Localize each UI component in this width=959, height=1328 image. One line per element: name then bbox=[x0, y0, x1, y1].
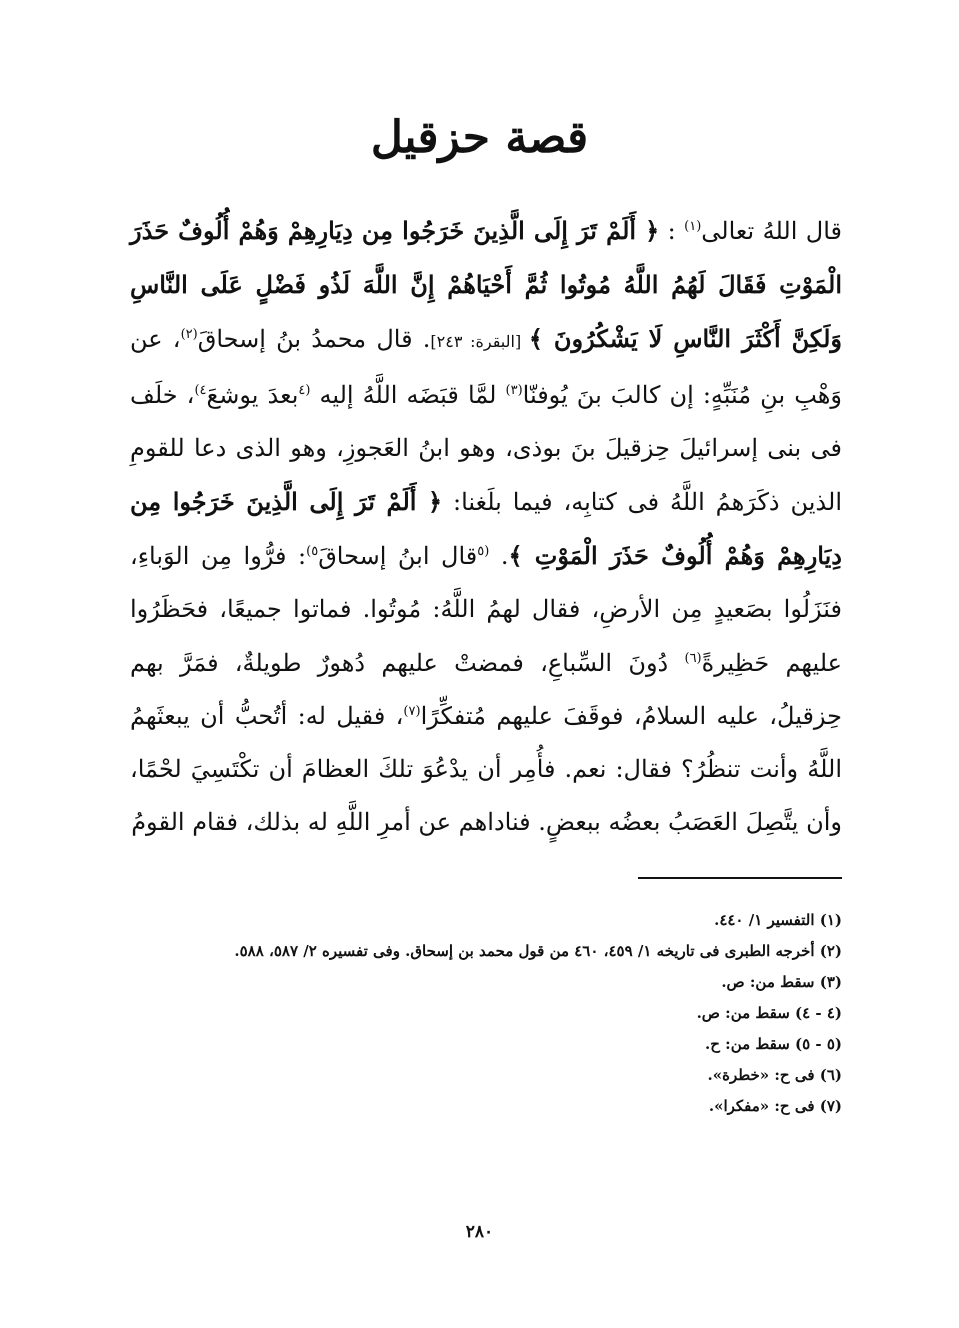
body-text-8: : فرُّوا مِن الوَباءِ، فنَزَلُوا بصَعيدٍ مِن الأرضِ، فقال لهمُ اللَّهُ: مُوتُوا. فماتوا جميعًا، فحَظَرُوا عليهم حَظِيرةً bbox=[130, 542, 842, 677]
quran-verse-1: ﴿ أَلَمْ تَرَ إِلَى الَّذِينَ خَرَجُوا مِن دِيَارِهِمْ وَهُمْ أُلُوفٌ حَذَرَ الْمَوْتِ فَقَالَ لَهُمُ اللَّهُ مُوتُوا ثُمَّ أَحْيَاهُمْ إِنَّ اللَّهَ لَذُو فَضْلٍ عَلَى النَّاسِ وَلَكِنَّ أَكْثَرَ النَّاسِ لَا يَشْكُرُونَ ﴾ bbox=[130, 216, 842, 354]
footnote-separator bbox=[638, 877, 842, 879]
colon-text: : bbox=[659, 217, 685, 245]
quran-verse-2: ﴿ أَلَمْ تَرَ إِلَى الَّذِينَ خَرَجُوا مِن دِيَارِهِمْ وَهُمْ أُلُوفٌ حَذَرَ الْمَوْتِ ﴾ bbox=[130, 487, 842, 571]
footnote-marker-7: (٧) bbox=[403, 703, 421, 719]
footnote-2: (٢) أخرجه الطبرى فى تاريخه ١/ ٤٥٩، ٤٦٠ من قول محمد بن إسحاق. وفى تفسيره ٢/ ٥٨٧، ٥٨٨. bbox=[234, 942, 842, 960]
main-paragraph bbox=[130, 204, 842, 849]
body-text-1: . قال محمدُ بنُ إسحاقَ bbox=[197, 325, 431, 354]
footnote-marker-2: (٢) bbox=[180, 327, 198, 343]
intro-text: قال اللهُ تعالى bbox=[701, 217, 842, 245]
footnotes-list bbox=[130, 905, 842, 1122]
footnote-marker-5-open: (٥ bbox=[477, 544, 490, 560]
body-text-9: دُونَ السِّباعِ، فمضتْ عليهم دُهورٌ طويلةٌ، فمَرَّ بهم حِزقيلُ، عليه السلامُ، فوقَفَ عليهم مُتفكِّرًا bbox=[130, 648, 842, 730]
footnote-marker-4-open: (٤ bbox=[298, 382, 311, 398]
footnote-marker-3: (٣) bbox=[505, 382, 523, 398]
chapter-title: قصة حزقيل bbox=[370, 112, 589, 163]
footnote-7: (٧) فى ح: «مفكرا». bbox=[708, 1097, 842, 1115]
body-text-2: ، عن وَهْبِ بنِ مُنَبِّهٍ: إن كالبَ بنَ يُوفنّا bbox=[130, 325, 843, 409]
body-text-5: ، خلَف فى بنى إسرائيلَ حِزقيلَ بنَ بوذى، وهو ابنُ العَجوزِ، وهو الذى دعا للقومِ الذين ذكَرَهمُ اللَّهُ فى كتابِه، فيما بلَغنا: bbox=[130, 380, 843, 517]
footnote-5: (٥ - ٥) سقط من: ح. bbox=[705, 1035, 842, 1053]
body-text-6: . bbox=[489, 542, 509, 571]
footnote-6: (٦) فى ح: «خطرة». bbox=[707, 1066, 842, 1084]
page-number: ٢٨٠ bbox=[465, 1222, 494, 1242]
footnote-marker-4-close: ٤) bbox=[194, 382, 207, 398]
footnote-marker-6: (٦) bbox=[684, 650, 702, 666]
body-text-10: ، فقيل له: أتُحبُّ أن يبعثَهمُ اللَّهُ وأنت تنظُرُ؟ فقال: نعم. فأُمِر أن يدْعُوَ تلكَ العظامَ أن تكْتَسِيَ لحْمًا، وأن يتَّصِلَ العَصَبُ بعضُه ببعضٍ. فناداهم عن أمرِ اللَّهِ له بذلك، فقام القومُ bbox=[130, 701, 842, 837]
body-text-4: بعدَ يوشعَ bbox=[206, 380, 299, 409]
footnote-4: (٤ - ٤) سقط من: ص. bbox=[696, 1004, 842, 1022]
surah-reference: [البقرة: ٢٤٣] bbox=[430, 332, 529, 352]
footnote-marker-1: (١) bbox=[684, 219, 702, 234]
footnote-3: (٣) سقط من: ص. bbox=[721, 973, 842, 991]
footnote-marker-5-close: ٥) bbox=[306, 544, 319, 560]
body-text-7: قال ابنُ إسحاقَ bbox=[318, 542, 478, 571]
footnote-1: (١) التفسير ١/ ٤٤٠. bbox=[714, 911, 842, 929]
body-text-3: لمَّا قبَضَه اللَّهُ إليه bbox=[310, 380, 506, 409]
